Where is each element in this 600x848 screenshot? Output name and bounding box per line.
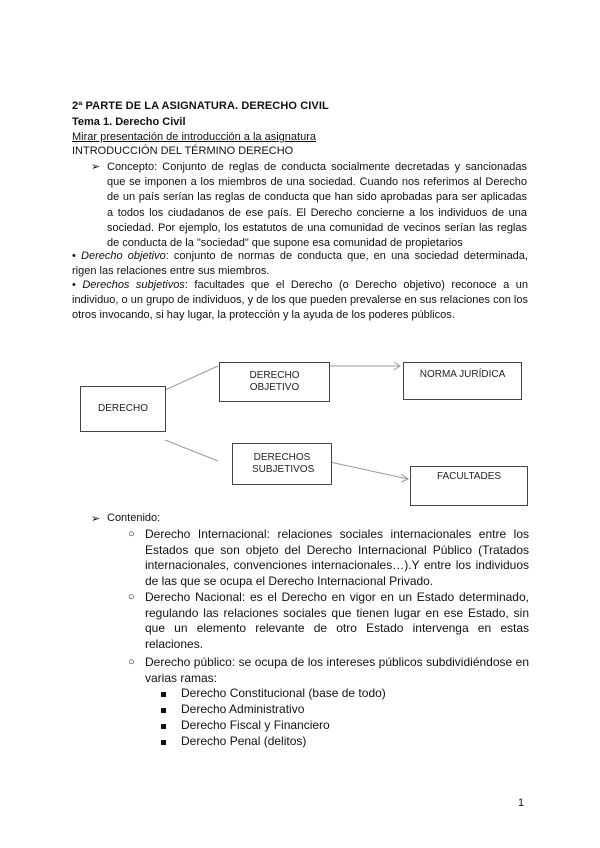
- facultades-label: FACULTADES: [436, 471, 502, 482]
- definition-text: : facultades que el Derecho (o Derecho objetivo) reconoce a un individuo, o un grupo de individuos, y de los que pueden prevalerse en sus relaciones con los otros invocando, si hay lugar, la protección y la ayuda de los poderes públicos.: [72, 279, 528, 322]
- sub-list-item-text: Derecho Fiscal y Financiero: [181, 718, 330, 732]
- page-number: 1: [518, 797, 525, 809]
- concept-text: Concepto: Conjunto de reglas de conducta socialmente decretadas y sancionadas que se imponen a los miembros de una sociedad. Cuando nos referimos al Derecho de un país serían las reglas de conducta que han sido aprobadas para ser aplicadas a todos los ciudadanos de ese país. El Derecho concierne a los individuos de una sociedad. Por ejemplo, los estatutos de una comunidad de vecinos serían las reglas de conducta de la "sociedad" que supone esa comunidad de propietarios: [107, 161, 527, 250]
- list-item-text: Derecho Nacional: es el Derecho en vigor en un Estado determinado, regulando las relaciones sociales que tienen lugar en ese Estado, sin que un elemento relevante de otro Estado intervenga en estas relaciones.: [145, 590, 529, 651]
- square-bullet-icon: [161, 708, 166, 713]
- derecho-objetivo-label: DERECHO OBJETIVO: [249, 370, 300, 393]
- sub-list-item-text: Derecho Administrativo: [181, 702, 305, 716]
- connector-arrow: [330, 462, 408, 479]
- facultades-box: [410, 466, 528, 506]
- derecho-box: [80, 386, 166, 432]
- presentation-link[interactable]: Mirar presentación de introducción a la asignatura: [72, 131, 316, 143]
- document-title: 2ª PARTE DE LA ASIGNATURA. DERECHO CIVIL: [72, 100, 329, 112]
- list-item: [128, 590, 529, 652]
- topic-heading: Tema 1. Derecho Civil: [72, 116, 186, 128]
- bullet-icon: •: [72, 250, 76, 262]
- circle-bullet-icon: ○: [128, 591, 135, 603]
- sub-list-item: [181, 734, 306, 750]
- sub-list-item: [181, 718, 330, 734]
- derecho-objetivo-box: [219, 362, 330, 402]
- derechos-subjetivos-box: [232, 443, 332, 485]
- square-bullet-icon: [161, 692, 166, 697]
- square-bullet-icon: [161, 740, 166, 745]
- derecho-box-label: DERECHO: [97, 403, 148, 414]
- sub-list-item: [181, 686, 386, 702]
- connector-line: [165, 440, 218, 461]
- derechos-subjetivos-label: DERECHOS SUBJETIVOS: [252, 452, 315, 475]
- sub-list-item-text: Derecho Penal (delitos): [181, 734, 307, 748]
- arrow-bullet-icon: ➢: [91, 161, 101, 173]
- square-bullet-icon: [161, 724, 166, 729]
- norma-juridica-box: [403, 362, 522, 400]
- definition-text: : conjunto de normas de conducta que, en una sociedad determinada, rigen las relaciones entre sus miembros.: [72, 250, 528, 278]
- bullet-icon: •: [72, 279, 76, 291]
- circle-bullet-icon: ○: [128, 656, 135, 668]
- arrow-bullet-icon: ➢: [91, 513, 101, 525]
- connector-line: [165, 366, 218, 390]
- section-heading: INTRODUCCIÓN DEL TÉRMINO DERECHO: [72, 145, 294, 157]
- list-item: [128, 527, 529, 589]
- list-item: [128, 655, 529, 686]
- sub-list-item-text: Derecho Constitucional (base de todo): [181, 686, 386, 700]
- list-item-text: Derecho Internacional: relaciones sociales internacionales entre los Estados que son objeto del Derecho Internacional Público (Tratados internacionales, convenciones internacionales…).Y entre los individuos de las que se ocupa el Derecho Internacional Privado.: [145, 527, 529, 588]
- definition-term: Derechos subjetivos: [82, 279, 185, 291]
- list-item-text: Derecho público: se ocupa de los intereses públicos subdividiéndose en varias ramas:: [145, 655, 529, 685]
- definition-term: Derecho objetivo: [81, 250, 166, 262]
- norma-juridica-label: NORMA JURÍDICA: [419, 369, 506, 380]
- contenido-label: Contenido:: [107, 512, 161, 524]
- contenido-heading: [91, 512, 161, 525]
- circle-bullet-icon: ○: [128, 528, 135, 540]
- sub-list-item: [181, 702, 304, 718]
